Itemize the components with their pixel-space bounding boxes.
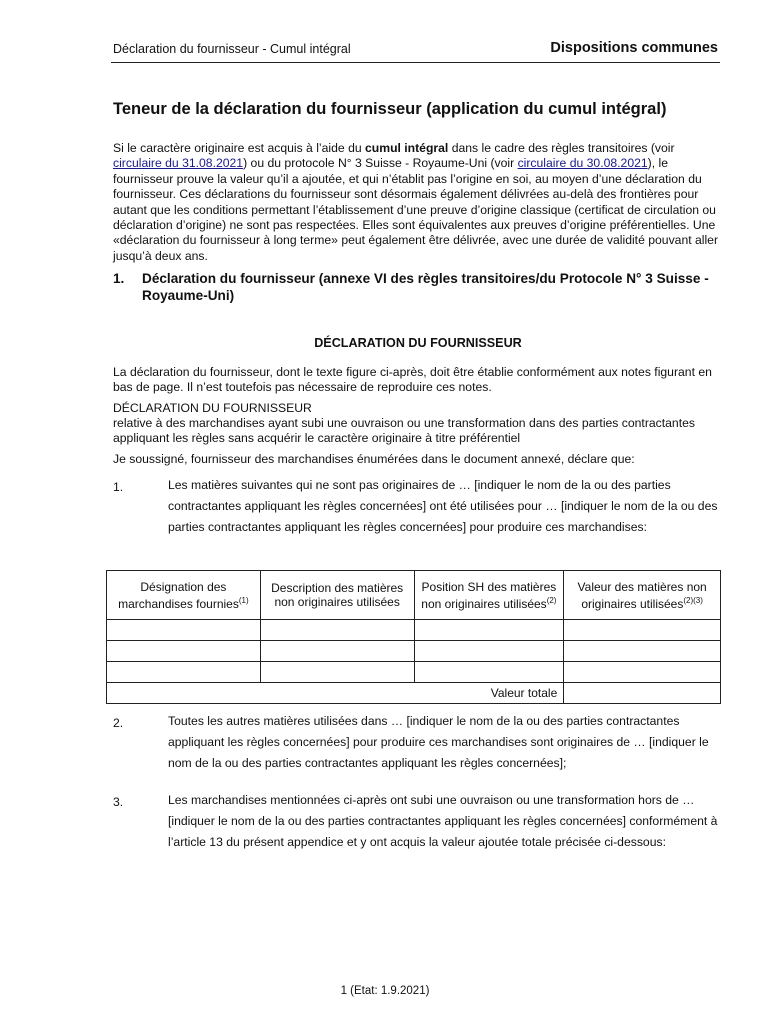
col-header-value-text: Valeur des matières non originaires utilisées <box>577 579 707 611</box>
table-header-row <box>107 571 721 620</box>
table-cell[interactable] <box>107 641 261 662</box>
header-document-title: Déclaration du fournisseur - Cumul intégral <box>113 42 351 56</box>
table-cell[interactable] <box>260 620 414 641</box>
total-value-cell[interactable] <box>564 683 721 704</box>
declaration-undersigned: Je soussigné, fournisseur des marchandises énumérées dans le document annexé, déclare que: <box>113 452 635 466</box>
item-1-number: 1. <box>113 480 124 494</box>
table-row <box>107 662 721 683</box>
col-header-goods <box>107 571 261 620</box>
intro-text-4: ), le fournisseur prouve la valeur qu’il a ajoutée, et qui n’établit pas l’origine en soi, au moyen d’une déclaration du fournisseur. Ces déclarations du fournisseur sont désormais également délivrées au-delà des frontières pour autant que les conditions permettant l’établissement d’une preuve d’origine classique (certificat de circulation ou déclaration d’origine) ne sont pas respectées. Elles sont équivalentes aux preuves d’origine préférentielles. Une «déclaration du fournisseur à long terme» peut également être délivrée, avec une durée de validité pouvant aller jusqu’à deux ans. <box>113 156 719 263</box>
declaration-relative: relative à des marchandises ayant subi une ouvraison ou une transformation dans des parties contractantes appliquant les règles sans acquérir le caractère originaire à titre préférentiel <box>113 416 695 446</box>
col-header-hs-text: Position SH des matières non originaires utilisées <box>421 579 557 611</box>
declaration-heading: DÉCLARATION DU FOURNISSEUR <box>314 336 522 350</box>
col-header-goods-note: (1) <box>238 595 249 605</box>
table-cell[interactable] <box>564 641 721 662</box>
table-cell[interactable] <box>260 662 414 683</box>
table-cell[interactable] <box>414 641 564 662</box>
intro-text-2: dans le cadre des règles transitoires (voir <box>448 141 675 155</box>
table-cell[interactable] <box>564 662 721 683</box>
table-cell[interactable] <box>107 662 261 683</box>
table-cell[interactable] <box>414 620 564 641</box>
intro-paragraph <box>113 141 723 264</box>
col-header-hs-position <box>414 571 564 620</box>
table-cell[interactable] <box>260 641 414 662</box>
table-cell[interactable] <box>564 620 721 641</box>
item-2-number: 2. <box>113 716 124 730</box>
declaration-intro: La déclaration du fournisseur, dont le texte figure ci-après, doit être établie conformément aux notes figurant en bas de page. Il n’est toutefois pas nécessaire de reproduire ces notes. <box>113 365 712 395</box>
declaration-title-line: DÉCLARATION DU FOURNISSEUR <box>113 401 312 415</box>
table-row <box>107 620 721 641</box>
item-3-text: Les marchandises mentionnées ci-après ont subi une ouvraison ou une transformation hors de … [indiquer le nom de la ou des parties contractantes appliquant les règles concernées] conformément à l’article 13 du présent appendice et y ont acquis la valeur ajoutée totale précisée ci-dessous: <box>168 793 718 849</box>
col-header-hs-note: (2) <box>546 595 557 605</box>
col-header-description <box>260 571 414 620</box>
header-section-title: Dispositions communes <box>550 40 718 56</box>
page-footer: 1 (Etat: 1.9.2021) <box>340 985 430 997</box>
materials-table <box>106 570 721 704</box>
page-title: Teneur de la déclaration du fournisseur (application du cumul intégral) <box>113 100 667 118</box>
item-2-text: Toutes les autres matières utilisées dans … [indiquer le nom de la ou des parties contractantes appliquant les règles concernées] pour produire ces marchandises sont originaires de … [indiquer le nom de la ou des parties contractantes appliquant les règles concernées]; <box>168 714 709 770</box>
intro-text-3: ) ou du protocole N° 3 Suisse - Royaume-Uni (voir <box>243 156 518 171</box>
col-header-goods-text: Désignation des marchandises fournies <box>118 579 239 611</box>
col-header-description-text: Description des matières non originaires utilisées <box>271 581 404 609</box>
table-cell[interactable] <box>414 662 564 683</box>
item-1-text: Les matières suivantes qui ne sont pas originaires de … [indiquer le nom de la ou des parties contractantes appliquant les règles concernées] ont été utilisées pour … [indiquer le nom de la ou des parties contractantes appliquant les règles concernées] pour produire ces marchandises: <box>168 478 718 534</box>
header-divider <box>111 62 720 63</box>
circular-link-31-08-2021[interactable]: circulaire du 31.08.2021 <box>113 156 244 171</box>
item-3-number: 3. <box>113 795 124 809</box>
table-cell[interactable] <box>107 620 261 641</box>
intro-bold: cumul intégral <box>365 141 449 155</box>
intro-text-1: Si le caractère originaire est acquis à l’aide du <box>113 141 366 155</box>
table-row <box>107 641 721 662</box>
col-header-value-note: (2)(3) <box>683 595 703 605</box>
section-1-number: 1. <box>113 271 125 286</box>
total-value-label: Valeur totale <box>107 683 564 704</box>
table-total-row <box>107 683 721 704</box>
col-header-value <box>564 571 721 620</box>
section-1-text: Déclaration du fournisseur (annexe VI des règles transitoires/du Protocole N° 3 Suisse - Royaume-Uni) <box>142 271 709 303</box>
circular-link-30-08-2021[interactable]: circulaire du 30.08.2021 <box>517 156 648 171</box>
